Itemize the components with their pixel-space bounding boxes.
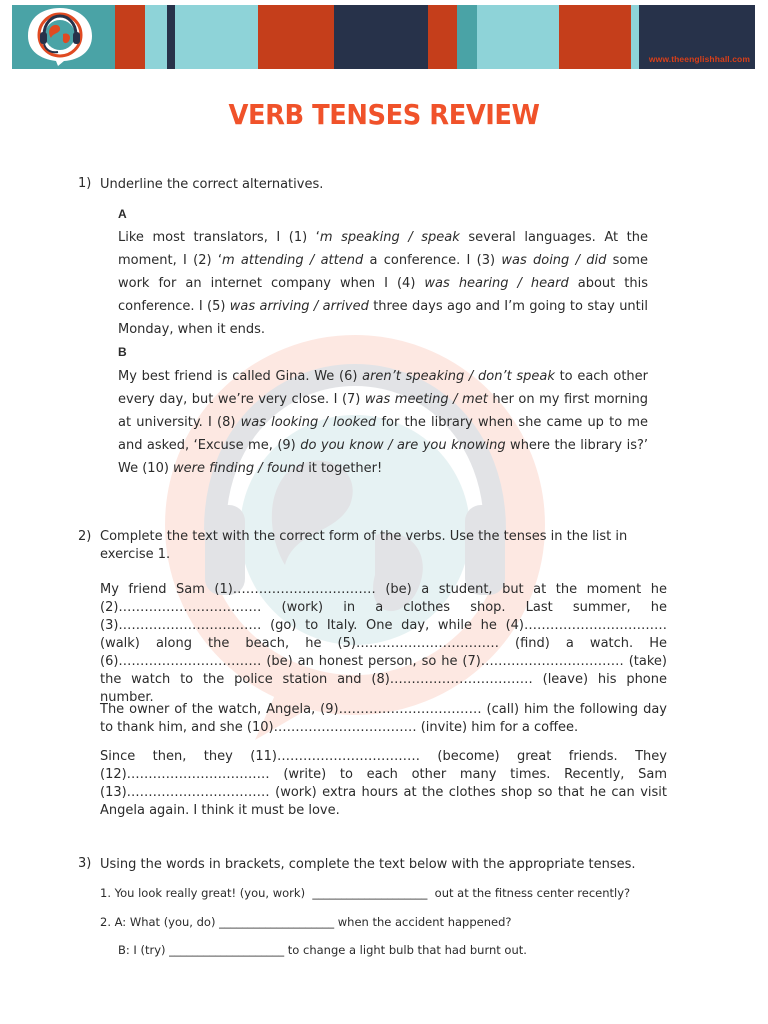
exercise-item-2: 2. A: What (you, do) ____________________ when the accident happened? (100, 915, 512, 929)
alternatives-3[interactable]: was doing / did (501, 253, 607, 268)
text-run: My best friend is called Gina. We (6) (118, 369, 363, 384)
section-a-text (118, 226, 648, 341)
text-run: for the library when she came up to me and asked, ‘Excuse me, (9) (118, 415, 648, 453)
headset-globe-logo-icon (14, 5, 104, 67)
text-run: it together! (304, 461, 383, 476)
alternatives-8[interactable]: was looking / looked (240, 415, 377, 430)
alternatives-6[interactable]: aren’t speaking / don’t speak (362, 369, 555, 384)
text-run: a conference. I (3) (363, 253, 502, 268)
gap-fill-paragraph-1: My friend Sam (1)…………………………… (be) a student, but at the moment he (2)…………………………… (work) in a clothes shop. Last summer, he (3)…………………………… (go) to Italy. One day, while he (4)…………………………… (walk) along the beach, he (5)…………………………… (find) a watch. He (6)…………………………… (be) an honest person, so he (7)…………………………… (take) the watch to the police station and (8)…………………………… (leave) his phone number. (100, 582, 667, 705)
text-run: where the library is?’ We (10) (118, 438, 648, 476)
gap-fill-paragraph-3: Since then, they (11)…………………………… (become) great friends. They (12)…………………………… (write) to each other many times. Recently, Sam (13)…………………………… (work) extra hours at the clothes shop so that he can visit Angela again. I think it must be love. (100, 749, 667, 818)
alternatives-4[interactable]: was hearing / heard (424, 276, 569, 291)
section-b-label: B (118, 345, 127, 359)
alternatives-1[interactable]: m speaking / speak (319, 230, 460, 245)
exercise-item-1: 1. You look really great! (you, work) ____________________ out at the fitness center recently? (100, 886, 631, 900)
text-run: three days ago and I’m going to stay until Monday, when it ends. (118, 299, 648, 337)
page-title: VERB TENSES REVIEW (228, 98, 540, 131)
question-1-number: 1) (78, 176, 92, 191)
text-run: several languages. At the moment, I (2) ‘ (118, 230, 648, 268)
header-banner (12, 5, 755, 69)
section-b-text (118, 365, 648, 480)
text-run: Like most translators, I (1) ‘ (118, 230, 320, 245)
site-url: www.theenglishhall.com (648, 54, 750, 64)
alternatives-10[interactable]: were finding / found (173, 461, 305, 476)
alternatives-2[interactable]: m attending / attend (221, 253, 364, 268)
text-run: to each other every day, but we’re very close. I (7) (118, 369, 648, 407)
gap-fill-paragraph-2: The owner of the watch, Angela, (9)…………………………… (call) him the following day to thank him, and she (10)…………………………… (invite) him for a coffee. (100, 702, 667, 735)
alternatives-9[interactable]: do you know / are you knowing (300, 438, 506, 453)
question-1-instruction: Underline the correct alternatives. (100, 177, 324, 192)
question-3-number: 3) (78, 856, 92, 871)
section-a-label: A (118, 207, 127, 221)
alternatives-7[interactable]: was meeting / met (364, 392, 488, 407)
exercise-item-2b: B: I (try) ____________________ to change a light bulb that had burnt out. (118, 943, 527, 957)
question-2-instruction: Complete the text with the correct form of the verbs. Use the tenses in the list in exercise 1. (100, 529, 628, 562)
text-run: about this conference. I (5) (118, 276, 648, 314)
text-run: her on my first morning at university. I (8) (118, 392, 648, 430)
text-run: some work for an internet company when I (4) (118, 253, 649, 291)
question-3-instruction: Using the words in brackets, complete the text below with the appropriate tenses. (100, 857, 636, 872)
question-2-number: 2) (78, 529, 92, 544)
alternatives-5[interactable]: was arriving / arrived (229, 299, 369, 314)
